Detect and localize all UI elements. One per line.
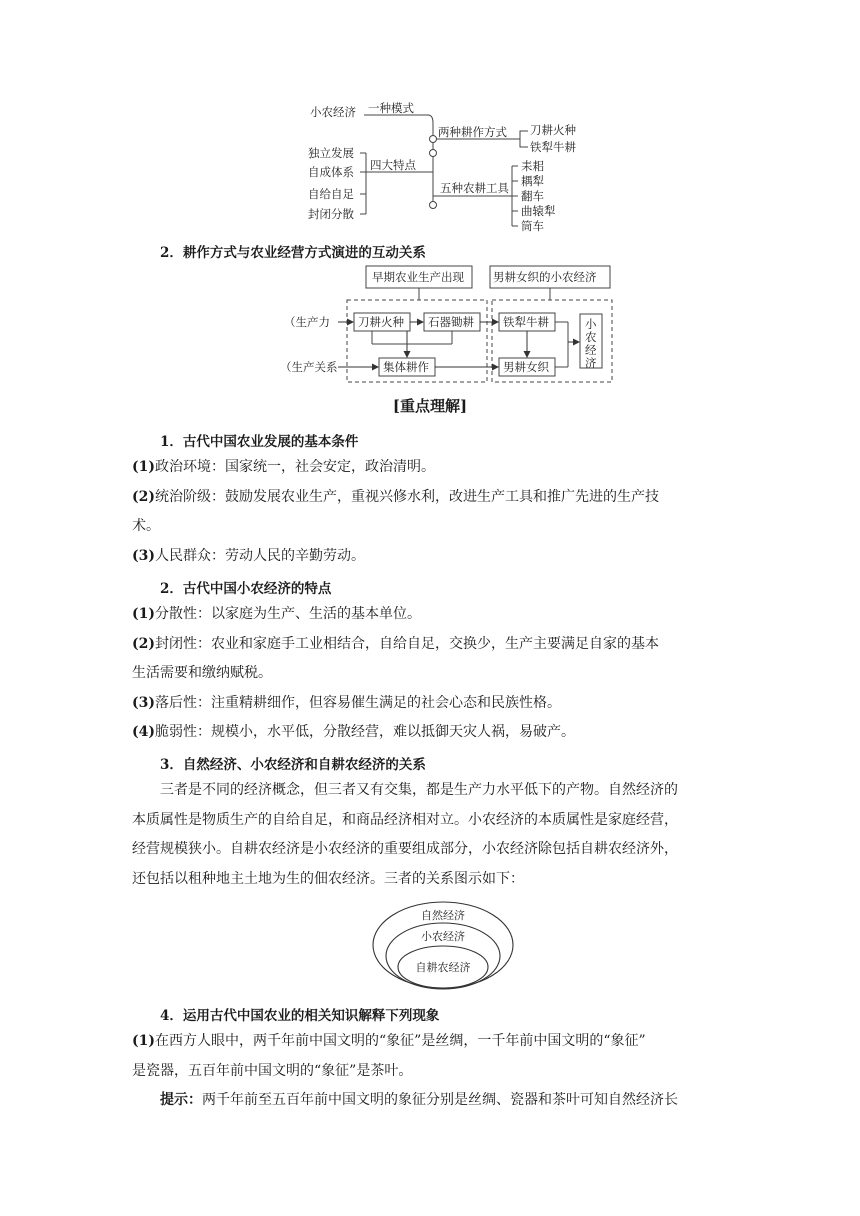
diagram2-box5: 男耕女织 [503, 360, 549, 374]
s1-p1: (1)政治环境：国家统一，社会安定，政治清明。 [132, 459, 435, 475]
s4-hint: 提示：两千年前至五百年前中国文明的象征分别是丝绸、瓷器和茶叶可知自然经济长 [160, 1092, 678, 1108]
diagram1-feature-2: 自成体系 [308, 165, 354, 179]
diagram1-tool-4: 曲辕犁 [521, 204, 556, 218]
farming-evolution-diagram [280, 262, 620, 388]
diagram2-box3: 铁犁牛耕 [503, 315, 549, 329]
diagram1-method-2: 铁犁牛耕 [530, 140, 576, 154]
diagram2-box2: 石器锄耕 [428, 315, 474, 329]
s1-heading: 1．古代中国农业发展的基本条件 [160, 434, 359, 450]
s3-heading: 3．自然经济、小农经济和自耕农经济的关系 [160, 757, 426, 773]
s4-p1: (1)在西方人眼中，两千年前中国文明的“象征”是丝绸，一千年前中国文明的“象征” [132, 1033, 646, 1049]
venn-self-cultivator-economy: 自耕农经济 [415, 961, 471, 974]
diagram1-tool-2: 耦犁 [521, 174, 544, 188]
diagram2-top-left: 早期农业生产出现 [372, 270, 464, 284]
s3-line-2: 本质属性是物质生产的自给自足，和商品经济相对立。小农经济的本质属性是家庭经营， [132, 812, 678, 828]
diagram1-feature-1: 独立发展 [308, 146, 354, 160]
diagram2-top-right: 男耕女织的小农经济 [493, 270, 597, 284]
diagram2-row-relations: （生产关系 [280, 360, 338, 374]
diagram2-box1: 刀耕火种 [358, 315, 404, 329]
s3-line-3: 经营规模狭小。自耕农经济是小农经济的重要组成部分，小农经济除包括自耕农经济外， [132, 841, 678, 857]
diagram1-tools-label: 五种农耕工具 [440, 181, 509, 195]
svg-text:农: 农 [585, 330, 597, 344]
diagram2-box4: 集体耕作 [383, 360, 429, 374]
diagram1-mode: 一种模式 [368, 101, 414, 115]
diagram1-root: 小农经济 [310, 105, 356, 119]
economy-relationship-diagram [368, 898, 518, 994]
diagram1-feature-4: 封闭分散 [308, 207, 354, 221]
s1-p2-cont: 术。 [132, 518, 160, 534]
s1-p3: (3)人民群众：劳动人民的辛勤劳动。 [132, 548, 365, 564]
diagram1-tool-1: 耒耜 [521, 159, 544, 173]
small-peasant-economy-diagram [300, 95, 600, 235]
section2-heading: 2．耕作方式与农业经营方式演进的互动关系 [160, 245, 426, 261]
s3-line-1: 三者是不同的经济概念，但三者又有交集，都是生产力水平低下的产物。自然经济的 [160, 782, 678, 798]
s3-line-4: 还包括以租种地主土地为生的佃农经济。三者的关系图示如下： [132, 871, 524, 887]
s2-p3: (3)落后性：注重精耕细作，但容易催生满足的社会心态和民族性格。 [132, 695, 561, 711]
svg-text:经: 经 [585, 343, 597, 357]
diagram1-method-1: 刀耕火种 [530, 123, 576, 137]
diagram1-tool-3: 翻车 [521, 189, 544, 203]
diagram1-methods-label: 两种耕作方式 [438, 125, 507, 139]
svg-text:济: 济 [585, 356, 597, 370]
diagram1-feature-3: 自给自足 [308, 187, 354, 201]
s2-p2-cont: 生活需要和缴纳赋税。 [132, 665, 272, 681]
diagram1-tool-5: 筒车 [521, 219, 544, 233]
s2-p2: (2)封闭性：农业和家庭手工业相结合，自给自足，交换少，生产主要满足自家的基本 [132, 636, 659, 652]
s4-p1-cont: 是瓷器，五百年前中国文明的“象征”是茶叶。 [132, 1063, 413, 1079]
svg-text:小: 小 [585, 317, 597, 331]
s2-p1: (1)分散性：以家庭为生产、生活的基本单位。 [132, 606, 421, 622]
s2-p4: (4)脆弱性：规模小，水平低，分散经营，难以抵御天灾人祸，易破产。 [132, 724, 575, 740]
s4-heading: 4．运用古代中国农业的相关知识解释下列现象 [160, 1008, 440, 1024]
key-understanding-title: [重点理解] [392, 397, 468, 415]
venn-small-peasant-economy: 小农经济 [421, 930, 465, 943]
diagram2-box6 [585, 317, 597, 370]
s2-heading: 2．古代中国小农经济的特点 [160, 581, 332, 597]
venn-natural-economy: 自然经济 [421, 909, 465, 922]
diagram2-row-productive: （生产力 [284, 315, 330, 329]
s1-p2: (2)统治阶级：鼓励发展农业生产，重视兴修水利，改进生产工具和推广先进的生产技 [132, 489, 659, 505]
diagram1-features-label: 四大特点 [370, 158, 416, 172]
